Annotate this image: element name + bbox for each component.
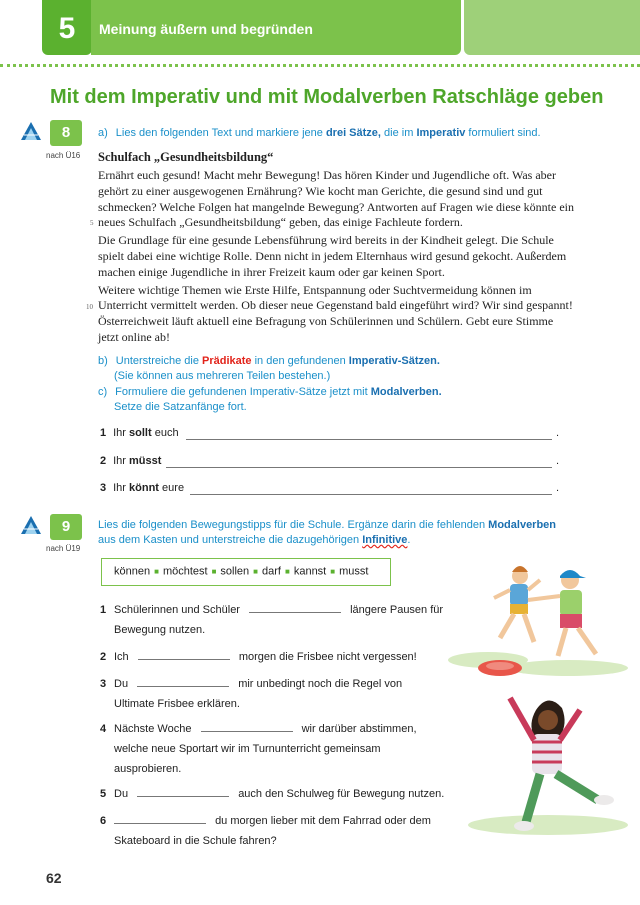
word-koennen: können bbox=[114, 565, 151, 578]
word-kannst: kannst bbox=[293, 565, 327, 578]
level-triangle-icon bbox=[20, 515, 42, 535]
exercise-8c-instruction: c) Formuliere die gefundenen Imperativ-Sätze jetzt mit Modalverben. Setze die Satzanfänge fort. bbox=[98, 386, 442, 413]
text-title: Schulfach „Gesundheitsbildung“ bbox=[98, 150, 274, 164]
exercise-9-reference: nach Ü19 bbox=[46, 544, 81, 553]
dotted-divider bbox=[0, 64, 640, 67]
paragraph-1: Ernährt euch gesund! Macht mehr Bewegung! Das hören Kinder und Jugendliche oft. Was aber gehört zu einer ausgewogenen Ernährung? Wie kocht man Gerichte, die gesund sind und gut schmecken? Welche Folgen hat mangelnde Bewegung? Antworten auf Fragen wie diese könnte ein neues Schulfach „Gesundheitsbildung“ geben, das einige Fachleute fordern. bbox=[98, 168, 574, 230]
blank-6[interactable] bbox=[114, 811, 206, 824]
word-sollen: sollen bbox=[220, 565, 250, 578]
word-moechtest: möchtest bbox=[162, 565, 208, 578]
chapter-number: 5 bbox=[42, 0, 92, 55]
task-6: 6 du morgen lieber mit dem Fahrrad oder dem Skateboard in die Schule fahren? bbox=[100, 811, 460, 851]
task-2: 2 Ich morgen die Frisbee nicht vergessen! bbox=[100, 647, 460, 667]
task-5: 5 Du auch den Schulweg für Bewegung nutzen. bbox=[100, 784, 460, 804]
paragraph-3: Weitere wichtige Themen wie Erste Hilfe, Entspannung oder Suchtvermeidung können im Unterricht vermittelt werden. Ob dieser neue Gegenstand bald eingeführt wird? Wir sind gespannt! Österreichweit läuft aktuell eine Befragung von Schülerinnen und Schülern. Gebt eure Stimme jetzt online ab! bbox=[98, 282, 573, 344]
exercise-8b-instruction: b) Unterstreiche die Prädikate in den gefundenen Imperativ-Sätzen. (Sie können aus mehreren Teilen bestehen.) bbox=[98, 355, 440, 382]
line-number-10: 10 bbox=[86, 303, 93, 311]
blank-2[interactable] bbox=[138, 647, 230, 660]
frisbee-kids-illustration bbox=[448, 560, 630, 845]
answer-row-1: 1 Ihr sollt euch bbox=[100, 427, 179, 439]
exercise-8-number: 8 bbox=[50, 120, 82, 146]
period-3: . bbox=[556, 482, 560, 494]
answer-row-3: 3 Ihr könnt eure bbox=[100, 482, 185, 494]
blank-5[interactable] bbox=[137, 784, 229, 797]
page-title: Mit dem Imperativ und mit Modalverben Ratschläge geben bbox=[50, 86, 604, 108]
level-triangle-icon bbox=[20, 121, 42, 141]
paragraph-2: Die Grundlage für eine gesunde Lebensführung wird bereits in der Kindheit gelegt. Die Schule spielt dabei eine wichtige Rolle. Denn nicht in jedem Elternhaus wird gesund gekocht. Außerdem machen einige Jugendliche in ihrer Freizeit kaum oder gar keinen Sport. bbox=[98, 233, 567, 279]
exercise-9-instruction: Lies die folgenden Bewegungstipps für die Schule. Ergänze darin die fehlenden Modalverben aus dem Kasten und unterstreiche die dazugehörigen Infinitive. bbox=[98, 519, 557, 546]
word-box: können ■ möchtest ■ sollen ■ darf ■ kannst ■ musst bbox=[101, 558, 391, 586]
answer-line-3[interactable] bbox=[190, 482, 552, 495]
task-3: 3 Du mir unbedingt noch die Regel von Ultimate Frisbee erklären. bbox=[100, 674, 460, 714]
task-4: 4 Nächste Woche wir darüber abstimmen, welche neue Sportart wir im Turnunterricht gemeinsam ausprobieren. bbox=[100, 719, 460, 779]
word-darf: darf bbox=[262, 565, 281, 578]
header-decoration bbox=[464, 0, 640, 55]
answer-line-2[interactable] bbox=[166, 455, 552, 468]
answer-row-2: 2 Ihr müsst bbox=[100, 455, 162, 467]
word-musst: musst bbox=[339, 565, 369, 578]
chapter-title: Meinung äußern und begründen bbox=[91, 0, 461, 55]
exercise-9-number: 9 bbox=[50, 514, 82, 540]
girl-catching-figure bbox=[510, 698, 614, 831]
task-1: 1 Schülerinnen und Schüler längere Pausen für Bewegung nutzen. bbox=[100, 600, 460, 640]
exercise-8a-instruction: a) Lies den folgenden Text und markiere jene drei Sätze, die im Imperativ formuliert sind. bbox=[98, 127, 541, 139]
period-2: . bbox=[556, 455, 560, 467]
answer-line-1[interactable] bbox=[186, 427, 552, 440]
blank-1[interactable] bbox=[249, 600, 341, 613]
page-number: 62 bbox=[46, 870, 62, 886]
blank-4[interactable] bbox=[201, 719, 293, 732]
blank-3[interactable] bbox=[137, 674, 229, 687]
exercise-8-reference: nach Ü16 bbox=[46, 151, 81, 160]
reading-text bbox=[98, 168, 576, 348]
boy-running-figure bbox=[494, 566, 540, 642]
period-1: . bbox=[556, 427, 560, 439]
line-number-5: 5 bbox=[90, 219, 94, 227]
